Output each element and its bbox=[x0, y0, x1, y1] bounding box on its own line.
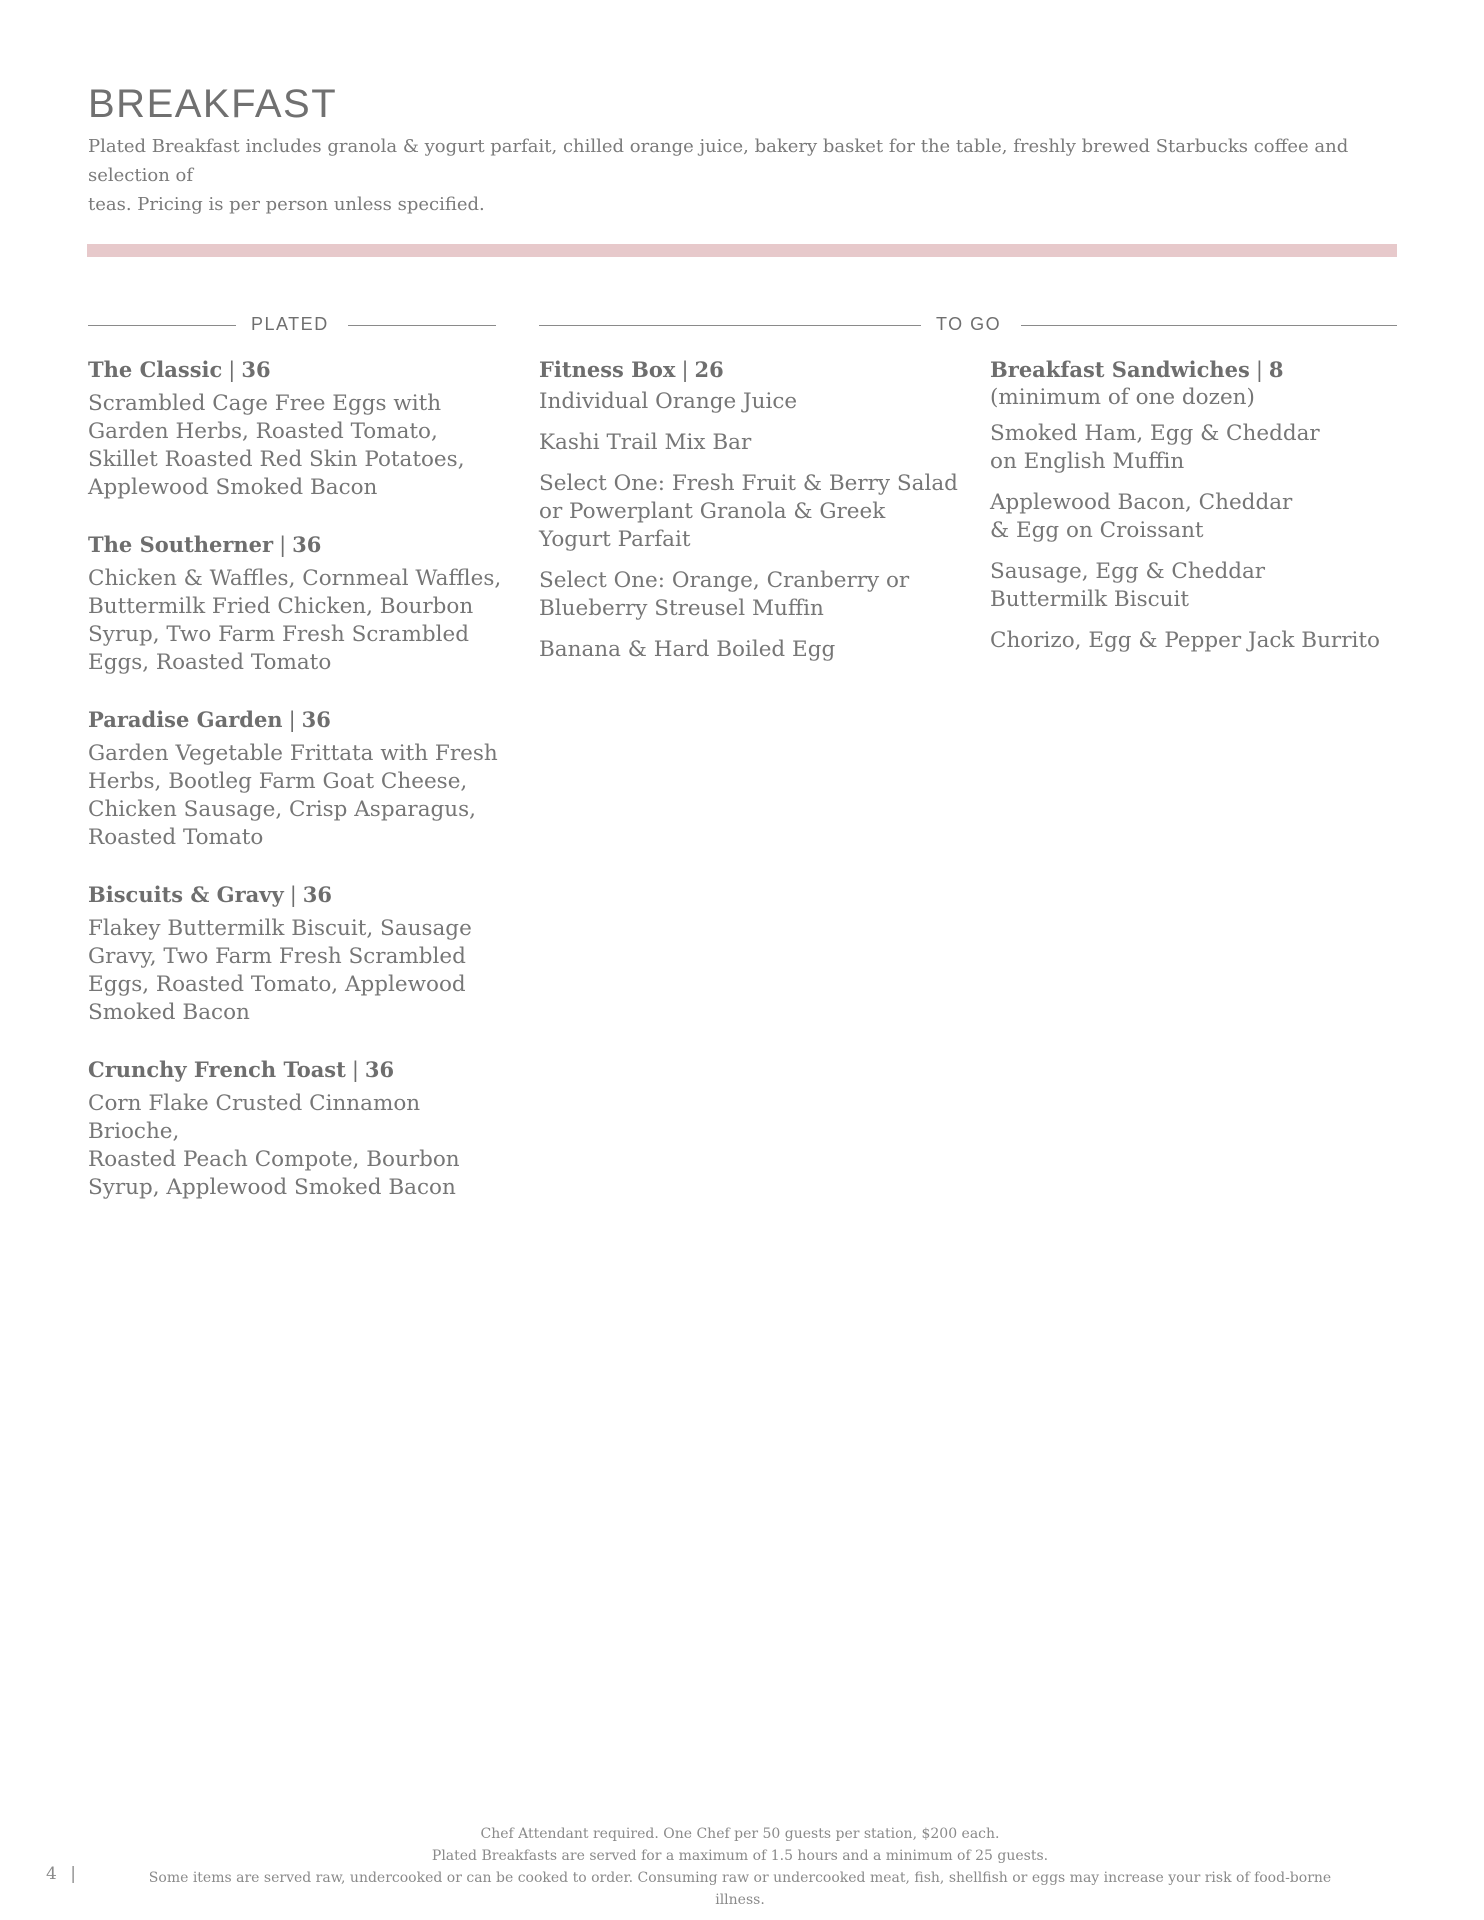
item-line: Flakey Buttermilk Biscuit, Sausage bbox=[88, 916, 472, 941]
fitness-item bbox=[539, 636, 959, 664]
item-line: Syrup, Applewood Smoked Bacon bbox=[88, 1175, 456, 1200]
item-line: Herbs, Bootleg Farm Goat Cheese, bbox=[88, 769, 468, 794]
item-line: Chorizo, Egg & Pepper Jack Burrito bbox=[990, 628, 1380, 653]
item-line: or Powerplant Granola & Greek bbox=[539, 499, 886, 524]
item-line: Applewood Bacon, Cheddar bbox=[990, 490, 1293, 515]
item-line: Chicken Sausage, Crisp Asparagus, bbox=[88, 797, 476, 822]
separator: | bbox=[228, 358, 236, 382]
footer-line-3: Some items are served raw, undercooked or can be cooked to order. Consuming raw or undercooked meat, fish, shellfish or eggs may increase your risk of food-borne illness. bbox=[148, 1870, 1332, 1908]
item-line: Roasted Peach Compote, Bourbon bbox=[88, 1147, 460, 1172]
item-name: Crunchy French Toast bbox=[88, 1057, 346, 1082]
item-line: Select One: Fresh Fruit & Berry Salad bbox=[539, 471, 958, 496]
item-line: on English Muffin bbox=[990, 449, 1185, 474]
footer-line-1: Chef Attendant required. One Chef per 50 guests per station, $200 each. bbox=[480, 1826, 1000, 1842]
item-name: The Classic bbox=[88, 357, 223, 382]
separator: | bbox=[681, 358, 689, 382]
menu-item bbox=[88, 1056, 508, 1202]
divider bbox=[348, 325, 496, 326]
item-line: Individual Orange Juice bbox=[539, 389, 798, 414]
togo-label: TO GO bbox=[936, 314, 1002, 334]
minimum-note: (minimum of one dozen) bbox=[990, 385, 1255, 410]
item-line: Roasted Tomato bbox=[88, 825, 264, 850]
item-line: Scrambled Cage Free Eggs with bbox=[88, 391, 442, 416]
item-line: Skillet Roasted Red Skin Potatoes, bbox=[88, 447, 465, 472]
divider bbox=[1021, 325, 1397, 326]
menu-item bbox=[88, 881, 508, 1027]
footer-notes bbox=[130, 1823, 1350, 1911]
separator: | bbox=[351, 1058, 359, 1082]
item-price: 8 bbox=[1268, 357, 1284, 382]
page-separator: | bbox=[70, 1864, 76, 1884]
plated-label: PLATED bbox=[251, 314, 329, 334]
fitness-item bbox=[539, 567, 959, 623]
item-line: Corn Flake Crusted Cinnamon Brioche, bbox=[88, 1091, 421, 1144]
intro-line-2: teas. Pricing is per person unless specified. bbox=[88, 194, 485, 215]
menu-item bbox=[88, 356, 508, 502]
item-line: Sausage, Egg & Cheddar bbox=[990, 559, 1266, 584]
item-line: Chicken & Waffles, Cornmeal Waffles, bbox=[88, 566, 502, 591]
fitness-box-column bbox=[539, 356, 959, 677]
item-line: Smoked Bacon bbox=[88, 1000, 250, 1025]
item-line: Smoked Ham, Egg & Cheddar bbox=[990, 421, 1320, 446]
accent-bar bbox=[87, 244, 1397, 257]
item-line: Eggs, Roasted Tomato bbox=[88, 650, 332, 675]
item-line: Blueberry Streusel Muffin bbox=[539, 596, 824, 621]
item-price: 36 bbox=[364, 1057, 395, 1082]
page-number bbox=[46, 1864, 76, 1884]
separator: | bbox=[288, 708, 296, 732]
fitness-item bbox=[539, 429, 959, 457]
footer-line-2: Plated Breakfasts are served for a maximum of 1.5 hours and a minimum of 25 guests. bbox=[431, 1848, 1049, 1864]
item-line: & Egg on Croissant bbox=[990, 518, 1204, 543]
item-name: Biscuits & Gravy bbox=[88, 882, 284, 907]
plated-column bbox=[88, 356, 508, 1231]
item-name: Fitness Box bbox=[539, 357, 676, 382]
item-line: Applewood Smoked Bacon bbox=[88, 475, 378, 500]
item-name: The Southerner bbox=[88, 532, 274, 557]
separator: | bbox=[289, 883, 297, 907]
sandwiches-column bbox=[990, 356, 1410, 668]
divider bbox=[88, 325, 236, 326]
fitness-item bbox=[539, 470, 959, 554]
item-line: Garden Herbs, Roasted Tomato, bbox=[88, 419, 438, 444]
plated-section-header bbox=[88, 314, 496, 338]
item-price: 36 bbox=[292, 532, 322, 557]
togo-section-header bbox=[539, 314, 1397, 338]
separator: | bbox=[1255, 358, 1263, 382]
item-line: Select One: Orange, Cranberry or bbox=[539, 568, 910, 593]
item-price: 36 bbox=[301, 707, 331, 732]
item-line: Buttermilk Fried Chicken, Bourbon bbox=[88, 594, 474, 619]
item-line: Eggs, Roasted Tomato, Applewood bbox=[88, 972, 466, 997]
item-name: Paradise Garden bbox=[88, 707, 283, 732]
sandwich-item bbox=[990, 489, 1410, 545]
item-name: Breakfast Sandwiches bbox=[990, 357, 1250, 382]
item-line: Kashi Trail Mix Bar bbox=[539, 430, 752, 455]
sandwich-item bbox=[990, 420, 1410, 476]
item-price: 36 bbox=[241, 357, 271, 382]
intro-text bbox=[88, 132, 1408, 219]
item-line: Syrup, Two Farm Fresh Scrambled bbox=[88, 622, 469, 647]
sandwich-item bbox=[990, 558, 1410, 614]
page-number-value: 4 bbox=[46, 1864, 57, 1884]
intro-line-1: Plated Breakfast includes granola & yogurt parfait, chilled orange juice, bakery basket for the table, freshly brewed Starbucks coffee and selection of bbox=[88, 136, 1349, 186]
sandwich-item bbox=[990, 627, 1410, 655]
fitness-item bbox=[539, 388, 959, 416]
menu-item bbox=[88, 706, 508, 852]
item-line: Garden Vegetable Frittata with Fresh bbox=[88, 741, 498, 766]
item-price: 36 bbox=[302, 882, 333, 907]
item-price: 26 bbox=[694, 357, 724, 382]
item-line: Banana & Hard Boiled Egg bbox=[539, 637, 836, 662]
page-title: BREAKFAST bbox=[88, 82, 338, 126]
item-line: Buttermilk Biscuit bbox=[990, 587, 1190, 612]
menu-item bbox=[88, 531, 508, 677]
divider bbox=[539, 325, 921, 326]
item-line: Gravy, Two Farm Fresh Scrambled bbox=[88, 944, 466, 969]
item-line: Yogurt Parfait bbox=[539, 527, 691, 552]
separator: | bbox=[279, 533, 287, 557]
